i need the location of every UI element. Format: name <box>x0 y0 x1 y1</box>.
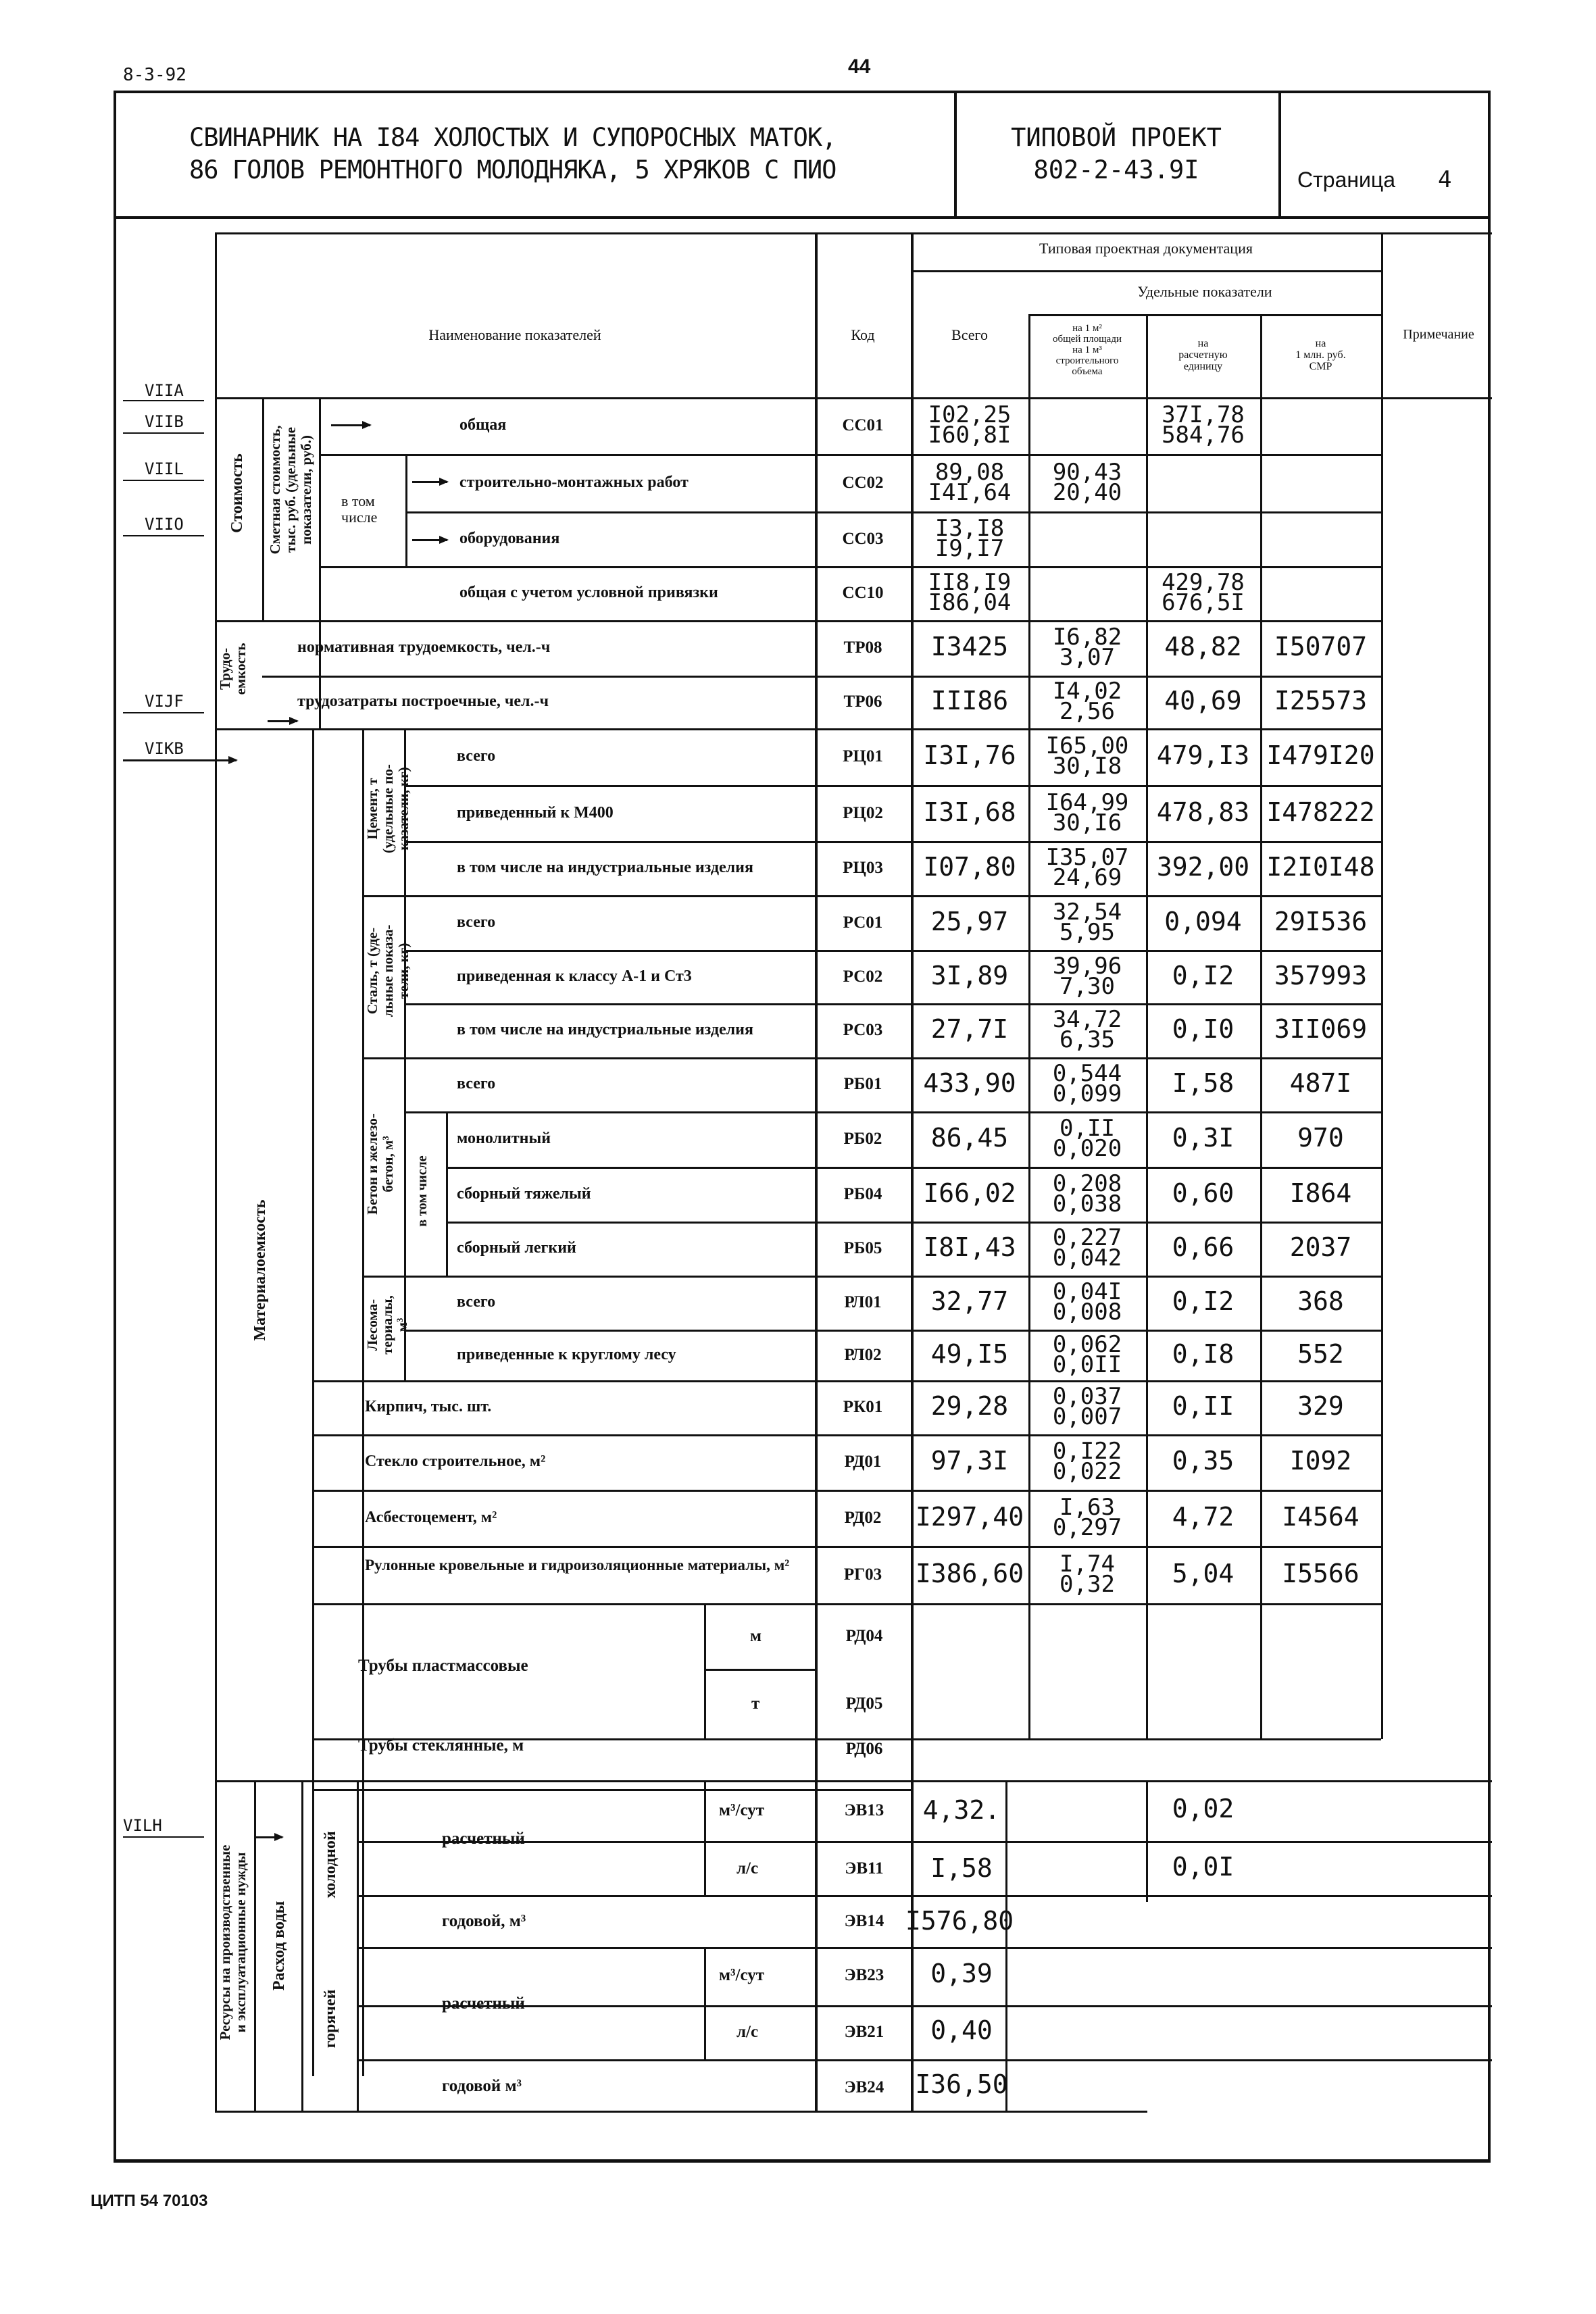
row-0-total-1: I60,8I <box>928 422 1012 449</box>
timber-1: Лесома- <box>364 1299 380 1351</box>
row-21-total-0: I386,60 <box>915 1558 1024 1588</box>
side-code-viib: VIIB <box>145 412 184 431</box>
table-left-border <box>215 232 217 2111</box>
side-code-vilh: VILH <box>123 1816 162 1835</box>
row-1-total-0: 89,08 <box>934 458 1005 486</box>
per-unit-l2: расчетную <box>1178 349 1228 361</box>
per-unit-l1: на <box>1197 338 1209 349</box>
row-3-name: общая с учетом условной привязки <box>459 584 718 601</box>
row-21-code: РГ03 <box>843 1565 882 1584</box>
water-row-1-unit: л/с <box>737 1859 759 1878</box>
row-17-name: приведенные к круглому лесу <box>457 1345 676 1363</box>
code-rd06: РД06 <box>845 1740 883 1758</box>
row-16-per-unit-0: 0,I2 <box>1172 1286 1235 1316</box>
group-cold: холодной <box>322 1831 339 1898</box>
water-row-3-name: расчетный <box>442 1994 525 2013</box>
row-0-per-unit-0: 37I,78 <box>1162 401 1245 428</box>
note-col-header: Примечание <box>1403 327 1474 342</box>
per-m2-l1: на 1 м² <box>1072 323 1102 334</box>
group-labor <box>218 622 249 716</box>
row-3-per-unit-1: 676,5I <box>1162 589 1245 616</box>
group-hot: горячей <box>322 1989 339 2048</box>
steel-3: тели, кг) <box>395 942 412 999</box>
row-14-total-0: I66,02 <box>923 1178 1016 1208</box>
row-1-total-1: I4I,64 <box>928 478 1012 506</box>
concrete-2: бетон, м³ <box>380 1136 396 1192</box>
row-4-per-m2-0: I6,82 <box>1052 624 1122 651</box>
row-10-per-mln-0: 357993 <box>1274 960 1368 990</box>
row-3-per-unit-0: 429,78 <box>1162 569 1245 596</box>
per-m2-header <box>1028 323 1146 377</box>
row-17-per-m2-1: 0,0II <box>1052 1351 1122 1378</box>
row-7-name: приведенный к М400 <box>457 803 614 822</box>
row-1-code: СС02 <box>842 473 884 492</box>
row-8-total-0: I07,80 <box>923 852 1016 882</box>
concrete-1: Бетон и железо- <box>364 1113 380 1215</box>
row-10-total-0: 3I,89 <box>930 960 1009 990</box>
row-11-per-m2-0: 34,72 <box>1052 1006 1122 1033</box>
row-3-code: СС10 <box>842 584 884 602</box>
water-row-5-name: годовой м³ <box>442 2077 522 2095</box>
cost-sub-1: Сметная стоимость, <box>267 425 283 555</box>
per-m2-l4: строительного <box>1055 355 1119 366</box>
row-19-per-mln-0: I092 <box>1289 1446 1352 1476</box>
row-12-name: всего <box>457 1075 496 1092</box>
row-12-per-m2-0: 0,544 <box>1052 1060 1122 1087</box>
title-block-text <box>189 122 836 186</box>
row-4-name: нормативная трудоемкость, чел.-ч <box>297 638 551 656</box>
row-14-name: сборный тяжелый <box>457 1184 591 1203</box>
row-19-code: РД01 <box>844 1453 882 1471</box>
row-7-code: РЦ02 <box>843 803 883 822</box>
row-16-total-0: 32,77 <box>930 1286 1009 1316</box>
row-16-per-mln-0: 368 <box>1297 1286 1344 1316</box>
row-10-name: приведенная к классу А-1 и Ст3 <box>457 967 692 985</box>
row-4-total-0: I3425 <box>930 632 1009 661</box>
steel-2: льные показа- <box>380 924 396 1017</box>
row-6-per-mln-0: I479I20 <box>1266 740 1375 770</box>
row-5-total-0: III86 <box>930 686 1009 715</box>
row-19-per-m2-1: 0,022 <box>1052 1458 1122 1485</box>
row-9-per-m2-1: 5,95 <box>1059 918 1115 946</box>
row-14-per-m2-0: 0,208 <box>1052 1169 1122 1197</box>
row-4-code: ТР08 <box>843 638 882 657</box>
row-16-per-m2-0: 0,04I <box>1052 1278 1122 1305</box>
row-11-total-0: 27,7I <box>930 1014 1009 1044</box>
row-20-per-mln-0: I4564 <box>1282 1501 1360 1532</box>
code-col-header: Код <box>851 326 875 343</box>
row-19-per-m2-0: 0,I22 <box>1052 1438 1122 1465</box>
row-0-per-unit-1: 584,76 <box>1162 422 1245 449</box>
per-mln-l3: СМР <box>1309 361 1332 372</box>
per-m2-l3: на 1 м³ <box>1072 345 1102 355</box>
typical-docs-header: Типовая проектная документация <box>1039 240 1253 257</box>
row-15-per-unit-0: 0,66 <box>1172 1232 1235 1262</box>
water-row-2-code: ЭВ14 <box>844 1912 884 1930</box>
water-row-0-code: ЭВ13 <box>844 1801 884 1819</box>
per-mln-l2: 1 млн. руб. <box>1295 349 1346 361</box>
water-row-2-total: I576,80 <box>905 1906 1014 1936</box>
row-4-per-mln-0: I50707 <box>1274 632 1368 661</box>
water-row-4-unit: л/с <box>737 2023 759 2041</box>
row-1-per-m2-0: 90,43 <box>1052 458 1122 486</box>
row-16-code: РЛ01 <box>844 1293 882 1311</box>
row-20-per-m2-1: 0,297 <box>1052 1513 1122 1541</box>
row-13-code: РБ02 <box>843 1130 882 1148</box>
code-rd05: РД05 <box>845 1694 883 1713</box>
row-9-per-mln-0: 29I536 <box>1274 906 1368 936</box>
row-6-code: РЦ01 <box>843 747 883 765</box>
cement-1: Цемент, т <box>364 778 380 840</box>
water-row-0-per-unit: 0,02 <box>1172 1794 1235 1823</box>
row-8-per-unit-0: 392,00 <box>1156 852 1250 882</box>
row-18-per-unit-0: 0,II <box>1172 1391 1235 1421</box>
steel-1: Сталь, т (уде- <box>364 927 380 1015</box>
footer-stamp: ЦИТП 54 70103 <box>91 2192 208 2210</box>
row-2-total-1: I9,I7 <box>934 534 1005 562</box>
row-6-per-unit-0: 479,I3 <box>1156 740 1250 770</box>
row-6-per-m2-0: I65,00 <box>1045 732 1129 759</box>
row-19-per-unit-0: 0,35 <box>1172 1446 1235 1476</box>
row-6-name: всего <box>457 747 496 765</box>
row-16-name: всего <box>457 1293 496 1311</box>
row-11-name: в том числе на индустриальные изделия <box>457 1021 753 1038</box>
pipes-plastic: Трубы пластмассовые <box>358 1657 528 1675</box>
row-7-per-m2-1: 30,I6 <box>1052 809 1122 836</box>
row-20-per-unit-0: 4,72 <box>1172 1501 1235 1532</box>
water-row-5-total: I36,50 <box>915 2069 1008 2099</box>
resources-1: Ресурсы на производственные <box>217 1844 233 2040</box>
title-line-2: 86 ГОЛОВ РЕМОНТНОГО МОЛОДНЯКА, 5 ХРЯКОВ С ПИО <box>189 155 837 184</box>
per-m2-l5: объема <box>1072 366 1103 377</box>
group-cost-sub <box>268 399 314 581</box>
row-10-per-unit-0: 0,I2 <box>1172 960 1235 990</box>
row-7-per-unit-0: 478,83 <box>1156 797 1250 827</box>
row-8-name: в том числе на индустриальные изделия <box>457 859 753 876</box>
row-19-name: Стекло строительное, м² <box>365 1453 546 1470</box>
incl-1: в том <box>341 493 375 509</box>
row-12-per-mln-0: 487I <box>1289 1068 1352 1098</box>
doc-mark: 8-3-92 <box>123 65 186 85</box>
row-17-per-unit-0: 0,I8 <box>1172 1338 1235 1369</box>
row-0-name: общая <box>459 416 507 434</box>
group-material: Материалоемкость <box>251 1199 269 1341</box>
cost-sub-3: показатели, руб.) <box>298 435 314 545</box>
row-17-per-m2-0: 0,062 <box>1052 1330 1122 1358</box>
title-line-1: СВИНАРНИК НА I84 ХОЛОСТЫХ И СУПОРОСНЫХ МАТОК, <box>189 123 837 152</box>
row-9-code: РС01 <box>843 913 883 932</box>
row-15-total-0: I8I,43 <box>923 1232 1016 1262</box>
cost-sub-2: тыс. руб. (удельные <box>282 427 299 553</box>
side-code-viio: VIIO <box>145 515 184 534</box>
water-row-3-total: 0,39 <box>930 1959 993 1988</box>
row-10-code: РС02 <box>843 967 883 986</box>
concrete-incl: в том числе <box>415 1155 430 1227</box>
row-14-per-m2-1: 0,038 <box>1052 1190 1122 1217</box>
per-unit-header <box>1146 338 1260 372</box>
row-13-per-m2-1: 0,020 <box>1052 1135 1122 1162</box>
row-20-total-0: I297,40 <box>915 1501 1024 1532</box>
water-row-1-total: I,58 <box>930 1853 993 1883</box>
row-2-name: оборудования <box>459 529 560 547</box>
timber-3: м³ <box>394 1317 410 1332</box>
side-code-vikb: VIKB <box>145 739 184 758</box>
total-col-header: Всего <box>951 326 988 343</box>
project-line-1: ТИПОВОЙ ПРОЕКТ <box>1011 123 1222 152</box>
row-11-code: РС03 <box>843 1021 883 1039</box>
row-2-code: СС03 <box>842 529 884 548</box>
water-row-2-name: годовой, м³ <box>442 1912 526 1930</box>
row-7-total-0: I3I,68 <box>923 797 1016 827</box>
row-14-per-mln-0: I864 <box>1289 1178 1352 1208</box>
water-row-5-code: ЭВ24 <box>844 2078 884 2096</box>
row-7-per-m2-0: I64,99 <box>1045 788 1129 816</box>
row-10-per-m2-1: 7,30 <box>1059 972 1115 1000</box>
row-11-per-m2-1: 6,35 <box>1059 1026 1115 1053</box>
water-row-4-code: ЭВ21 <box>844 2023 884 2041</box>
row-19-total-0: 97,3I <box>930 1446 1009 1476</box>
row-8-per-m2-0: I35,07 <box>1045 844 1129 871</box>
row-10-per-m2-0: 39,96 <box>1052 952 1122 980</box>
side-code-viia: VIIA <box>145 381 184 400</box>
row-21-per-m2-0: I,74 <box>1059 1550 1115 1578</box>
row-13-name: монолитный <box>457 1130 551 1147</box>
row-12-per-unit-0: I,58 <box>1172 1068 1235 1098</box>
group-resources <box>218 1790 249 2094</box>
row-14-per-unit-0: 0,60 <box>1172 1178 1235 1208</box>
group-cement <box>365 731 412 886</box>
row-5-per-unit-0: 40,69 <box>1164 686 1242 715</box>
row-3-total-1: I86,04 <box>928 589 1012 616</box>
group-cost: Стоимость <box>228 453 246 533</box>
row-17-per-mln-0: 552 <box>1297 1338 1344 1369</box>
per-unit-l3: единицу <box>1183 361 1223 372</box>
per-m2-l2: общей площади <box>1053 334 1122 345</box>
row-18-per-m2-0: 0,037 <box>1052 1383 1122 1410</box>
name-col-header: Наименование показателей <box>428 326 601 343</box>
row-13-per-mln-0: 970 <box>1297 1123 1344 1153</box>
row-15-per-m2-0: 0,227 <box>1052 1224 1122 1251</box>
incl-2: числе <box>341 509 378 526</box>
row-13-total-0: 86,45 <box>930 1123 1009 1153</box>
water-row-1-code: ЭВ11 <box>845 1859 884 1878</box>
row-8-code: РЦ03 <box>843 859 883 877</box>
row-17-code: РЛ02 <box>844 1345 882 1364</box>
row-6-per-m2-1: 30,I8 <box>1052 753 1122 780</box>
row-18-per-mln-0: 329 <box>1297 1391 1344 1421</box>
row-5-per-m2-1: 2,56 <box>1059 698 1115 725</box>
row-5-per-m2-0: I4,02 <box>1052 678 1122 705</box>
pipes-unit-m: м <box>750 1627 762 1645</box>
cement-2: (удельные по- <box>380 764 396 853</box>
page-number: 44 <box>848 55 871 78</box>
water-row-4-total: 0,40 <box>930 2015 993 2045</box>
side-code-vijf: VIJF <box>145 692 184 711</box>
water-row-0-unit: м³/сут <box>719 1801 765 1819</box>
pipes-glass: Трубы стеклянные, м <box>358 1736 524 1755</box>
row-20-name: Асбестоцемент, м² <box>365 1508 497 1526</box>
row-21-per-mln-0: I5566 <box>1282 1558 1360 1588</box>
row-13-per-m2-0: 0,II <box>1059 1115 1115 1142</box>
row-4-per-m2-1: 3,07 <box>1059 644 1115 671</box>
project-line-2: 802-2-43.9I <box>1033 155 1199 184</box>
row-15-per-mln-0: 2037 <box>1289 1232 1352 1262</box>
row-5-name: трудозатраты построечные, чел.-ч <box>297 693 549 710</box>
group-concrete <box>365 1059 396 1269</box>
timber-2: териалы, <box>379 1295 395 1355</box>
cement-3: казатели, кг) <box>395 767 412 851</box>
row-17-total-0: 49,I5 <box>930 1338 1009 1369</box>
row-12-total-0: 433,90 <box>923 1068 1016 1098</box>
row-21-per-unit-0: 5,04 <box>1172 1558 1235 1588</box>
row-11-per-mln-0: 3II069 <box>1274 1014 1368 1044</box>
row-14-code: РБ04 <box>843 1184 882 1203</box>
row-18-total-0: 29,28 <box>930 1391 1009 1421</box>
side-code-viil: VIIL <box>145 459 184 478</box>
row-12-per-m2-1: 0,099 <box>1052 1080 1122 1107</box>
row-20-code: РД02 <box>844 1508 882 1527</box>
water-row-0-name: расчетный <box>442 1830 525 1848</box>
pipes-unit-t: т <box>751 1694 760 1713</box>
cost-incl <box>341 493 377 526</box>
row-8-per-mln-0: I2I0I48 <box>1266 852 1375 882</box>
row-21-per-m2-1: 0,32 <box>1059 1570 1115 1598</box>
labor-2: емкость <box>232 643 249 695</box>
row-4-per-unit-0: 48,82 <box>1164 632 1242 661</box>
row-1-name: строительно-монтажных работ <box>459 473 689 491</box>
row-0-code: СС01 <box>842 416 884 434</box>
row-13-per-unit-0: 0,3I <box>1172 1123 1235 1153</box>
row-21-name: Рулонные кровельные и гидроизоляционные материалы, м² <box>365 1556 790 1574</box>
row-3-total-0: II8,I9 <box>928 569 1012 596</box>
row-12-code: РБ01 <box>843 1075 882 1093</box>
water-row-1-per-unit: 0,0I <box>1172 1852 1235 1882</box>
row-5-per-mln-0: I25573 <box>1274 686 1368 715</box>
row-6-total-0: I3I,76 <box>923 740 1016 770</box>
water-row-0-total: 4,32. <box>922 1795 1001 1825</box>
row-20-per-m2-0: I,63 <box>1059 1493 1115 1521</box>
row-9-total-0: 25,97 <box>930 906 1009 936</box>
row-7-per-mln-0: I478222 <box>1266 797 1375 827</box>
row-0-total-0: I02,25 <box>928 401 1012 428</box>
row-5-code: ТР06 <box>843 693 882 711</box>
per-mln-l1: на <box>1315 338 1326 349</box>
row-16-per-m2-1: 0,008 <box>1052 1299 1122 1326</box>
row-18-per-m2-1: 0,007 <box>1052 1403 1122 1430</box>
page-value: 4 <box>1438 166 1452 193</box>
code-rd04: РД04 <box>845 1627 883 1645</box>
per-mln-header <box>1260 338 1381 372</box>
resources-2: и эксплуатационные нужды <box>232 1852 249 2033</box>
group-timber <box>365 1274 409 1376</box>
page-label: Страница <box>1297 168 1396 192</box>
row-1-per-m2-1: 20,40 <box>1052 478 1122 506</box>
row-8-per-m2-1: 24,69 <box>1052 864 1122 891</box>
row-15-name: сборный легкий <box>457 1239 576 1257</box>
labor-1: Трудо- <box>217 648 233 690</box>
water-row-3-code: ЭВ23 <box>844 1966 884 1984</box>
row-9-per-m2-0: 32,54 <box>1052 898 1122 926</box>
water-row-3-unit: м³/сут <box>719 1966 765 1984</box>
row-9-per-unit-0: 0,094 <box>1164 906 1242 936</box>
group-steel <box>365 893 412 1049</box>
row-18-code: РК01 <box>843 1398 883 1416</box>
group-water: Расход воды <box>270 1901 288 1991</box>
row-18-name: Кирпич, тыс. шт. <box>365 1398 492 1415</box>
row-15-per-m2-1: 0,042 <box>1052 1244 1122 1272</box>
row-11-per-unit-0: 0,I0 <box>1172 1014 1235 1044</box>
row-9-name: всего <box>457 913 496 931</box>
row-15-code: РБ05 <box>843 1239 882 1257</box>
row-2-total-0: I3,I8 <box>934 514 1005 542</box>
project-number <box>954 122 1278 186</box>
specific-header: Удельные показатели <box>1137 283 1272 300</box>
